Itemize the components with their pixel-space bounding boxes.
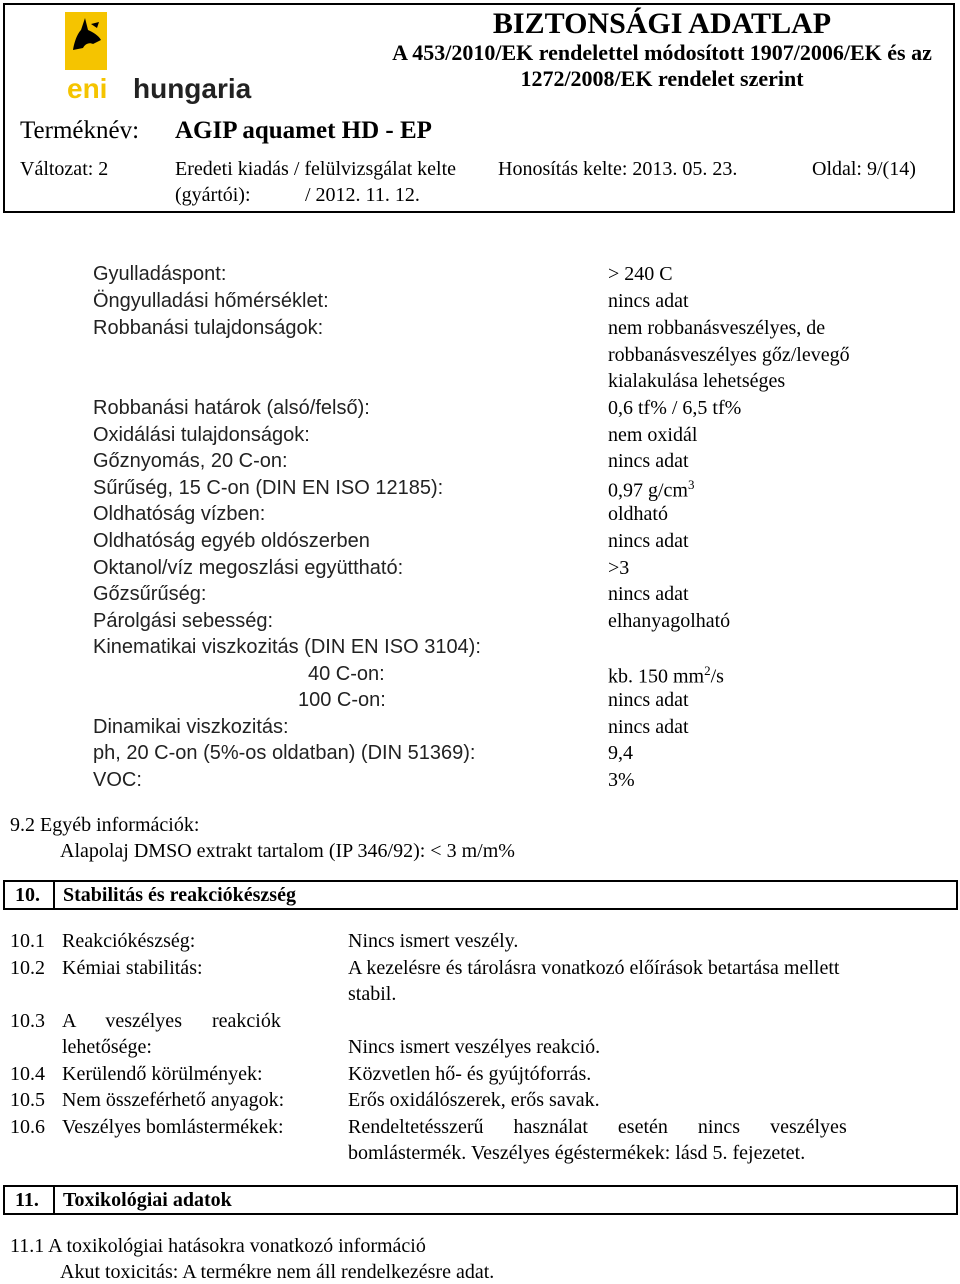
property-label: Öngyulladási hőmérséklet: [93, 290, 329, 312]
page-number: Oldal: 9/(14) [812, 158, 916, 180]
subsection-heading: 11.1 A toxikológiai hatásokra vonatkozó információ [10, 1235, 426, 1257]
property-value: 0,6 tf% / 6,5 tf% [608, 397, 742, 419]
subsection-text: Alapolaj DMSO extrakt tartalom (IP 346/92): < 3 m/m% [60, 840, 515, 862]
property-value: 0,97 $g/cm^3$ [608, 477, 695, 502]
svg-text:hungaria: hungaria [133, 73, 252, 104]
homologation-date: Honosítás kelte: 2013. 05. 23. [498, 158, 738, 180]
property-value: nincs adat [608, 716, 689, 738]
property-label: Párolgási sebesség: [93, 610, 274, 632]
property-value: nem robbanásveszélyes, de [608, 317, 826, 339]
property-value: nincs adat [608, 689, 689, 711]
property-value: >3 [608, 557, 630, 579]
item-text: Nincs ismert veszélyes reakció. [348, 1036, 601, 1058]
property-value: nincs adat [608, 530, 689, 552]
item-text: stabil. [348, 983, 397, 1005]
property-value: oldható [608, 503, 668, 525]
property-label: Oktanol/víz megoszlási együttható: [93, 557, 404, 579]
property-label: Oldhatóság egyéb oldószerben [93, 530, 370, 552]
property-label: Robbanási tulajdonságok: [93, 317, 324, 339]
property-label: Robbanási határok (alsó/felső): [93, 397, 370, 419]
property-value: 3% [608, 769, 635, 791]
property-value: kialakulása lehetséges [608, 370, 786, 392]
item-number: 10.6 [10, 1116, 45, 1138]
property-label: ph, 20 C-on (5%-os oldatban) (DIN 51369): [93, 742, 476, 764]
item-text: bomlástermék. Veszélyes égéstermékek: lásd 5. fejezetet. [348, 1142, 806, 1164]
product-name: AGIP aquamet HD - EP [175, 117, 432, 144]
section-divider [53, 1187, 55, 1213]
section-number: 11. [15, 1189, 39, 1211]
item-number: 10.1 [10, 930, 45, 952]
item-number: 10.3 [10, 1010, 45, 1032]
section-number: 10. [15, 884, 40, 906]
subsection-text: Akut toxicitás: A termékre nem áll rendelkezésre adat. [60, 1261, 495, 1283]
property-label: Oldhatóság vízben: [93, 503, 266, 525]
eni-hungaria-logo [55, 10, 255, 105]
property-value: kb. 150 $mm^2/s$ [608, 663, 724, 688]
section-title: Stabilitás és reakciókészség [63, 884, 296, 906]
issue-date-line-1: Eredeti kiadás / felülvizsgálat kelte [175, 158, 456, 180]
property-label: Kinematikai viszkozitás (DIN EN ISO 3104): [93, 636, 481, 658]
item-label: Nem összeférhető anyagok: [62, 1089, 285, 1111]
item-label: Kerülendő körülmények: [62, 1063, 263, 1085]
item-number: 10.4 [10, 1063, 45, 1085]
issue-date-value: / 2012. 11. 12. [305, 184, 420, 206]
issue-date-label: (gyártói): [175, 184, 251, 206]
property-value: elhanyagolható [608, 610, 731, 632]
item-number: 10.5 [10, 1089, 45, 1111]
svg-text:eni: eni [67, 73, 108, 104]
property-label: Sűrűség, 15 C-on (DIN EN ISO 12185): [93, 477, 444, 499]
regulation-line-2: 1272/2008/EK rendelet szerint [520, 66, 804, 91]
regulation-line-1: A 453/2010/EK rendelettel módosított 1907/2006/EK és az [392, 40, 932, 65]
item-label: Veszélyes bomlástermékek: [62, 1116, 284, 1138]
section-10-header [3, 880, 958, 910]
item-text: Erős oxidálószerek, erős savak. [348, 1089, 600, 1111]
property-label: Gőznyomás, 20 C-on: [93, 450, 288, 472]
version: Változat: 2 [20, 158, 109, 180]
section-title: Toxikológiai adatok [63, 1189, 232, 1211]
property-label: VOC: [93, 769, 142, 791]
property-label: Oxidálási tulajdonságok: [93, 424, 310, 446]
item-text: Nincs ismert veszély. [348, 930, 519, 952]
property-value: nincs adat [608, 290, 689, 312]
property-label: 100 C-on: [298, 689, 386, 711]
property-label: Gőzsűrűség: [93, 583, 207, 605]
property-value: 9,4 [608, 742, 633, 764]
item-text: Közvetlen hő- és gyújtóforrás. [348, 1063, 592, 1085]
property-value: robbanásveszélyes gőz/levegő [608, 344, 850, 366]
property-value: nem oxidál [608, 424, 698, 446]
property-value: nincs adat [608, 450, 689, 472]
property-value: nincs adat [608, 583, 689, 605]
property-label: 40 C-on: [308, 663, 385, 685]
property-label: Dinamikai viszkozitás: [93, 716, 289, 738]
section-divider [53, 882, 55, 908]
item-label: Kémiai stabilitás: [62, 957, 203, 979]
property-label: Gyulladáspont: [93, 263, 227, 285]
section-11-header [3, 1185, 958, 1215]
subsection-heading: 9.2 Egyéb információk: [10, 814, 200, 836]
product-label: Terméknév: [20, 117, 140, 144]
item-text: Rendeltetésszerű használat esetén nincs veszélyes [348, 1116, 847, 1138]
item-text: A kezelésre és tárolásra vonatkozó előírások betartása mellett [348, 957, 840, 979]
item-label: Reakciókészség: [62, 930, 196, 952]
document-title: BIZTONSÁGI ADATLAP [492, 7, 832, 40]
document-title-block [372, 8, 952, 92]
property-value: > 240 C [608, 263, 673, 285]
item-label: A veszélyes reakciók [62, 1010, 281, 1032]
item-number: 10.2 [10, 957, 45, 979]
item-label: lehetősége: [62, 1036, 152, 1058]
